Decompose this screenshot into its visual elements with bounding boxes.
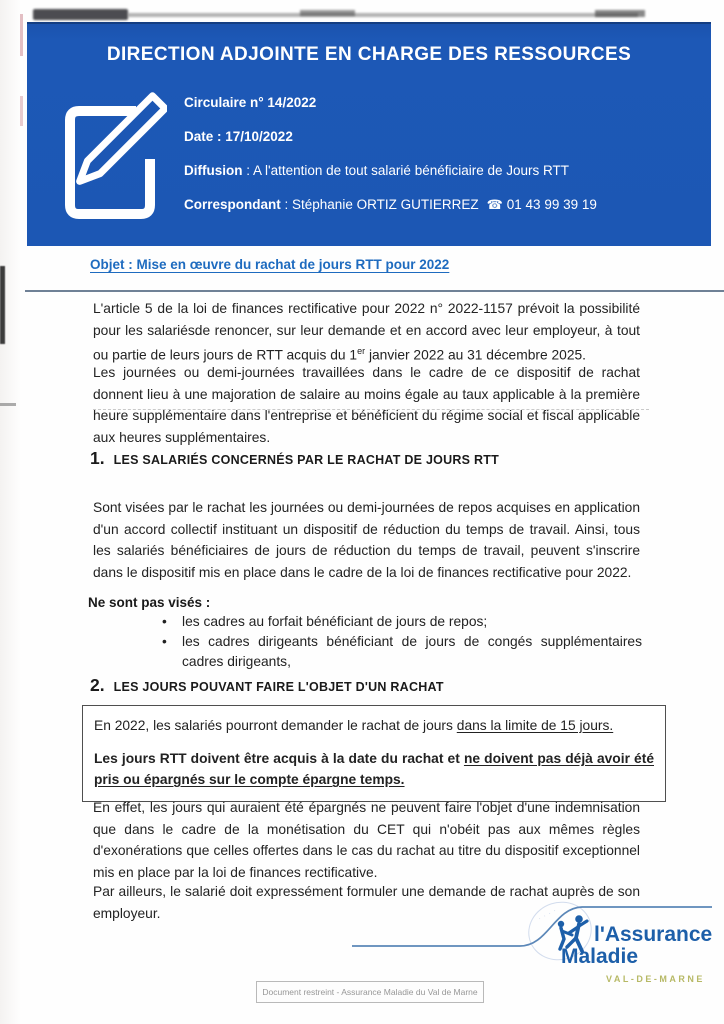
paragraph-cet: En effet, les jours qui auraient été épargnés ne peuvent faire l'objet d'une indemnisation que dans le cadre de la monétisation du CET qui n'obéit pas aux mêmes règles d'exonérations que celles offertes dans le cas du rachat au titre du dispositif exceptionnel mis en place par la loi de finances rectificative. (93, 800, 640, 880)
horizontal-rule (25, 290, 724, 292)
footer-restriction-box (256, 981, 484, 1003)
highlight-box (82, 705, 666, 802)
not-covered-label: Ne sont pas visés : (88, 595, 211, 610)
logo-brand-line1: l'Assurance (594, 923, 713, 946)
document-title: DIRECTION ADJOINTE EN CHARGE DES RESSOURCES (106, 44, 632, 65)
section-1-title: LES SALARIÉS CONCERNÉS PAR LE RACHAT DE JOURS RTT (113, 453, 500, 467)
paragraph-majoration: Les journées ou demi-journées travaillées dans le cadre de ce dispositif de rachat donnent lieu à une majoration de salaire au moins égale au taux applicable à la première heure supplémentaire dans l'entreprise et bénéficient du régime social et fiscal applicable aux heures supplémentaires. (93, 365, 640, 445)
correspondent-line (184, 196, 597, 214)
not-covered-list (162, 612, 642, 672)
limit-sentence: En 2022, les salariés pourront demander le rachat de jours dans la limite de 15 jours. (94, 718, 614, 733)
scan-stamp-text: · · · · (537, 907, 559, 923)
correspondent-name: : Stéphanie ORTIZ GUTIERREZ (280, 197, 479, 212)
paragraph-article5: L'article 5 de la loi de finances rectificative pour 2022 n° 2022-1157 prévoit la possibilité pour les salariésde renoncer, sur leur demande et en accord avec leur employeur, à tout ou partie de leurs jours de RTT acquis du 1er janvier 2022 au 31 décembre 2025. (93, 301, 640, 363)
list-item: • les cadres dirigeants bénéficiant de jours de congés supplémentaires cadres dirigeants, (162, 632, 642, 672)
section-2-number: 2. (90, 675, 105, 695)
logo-brand-line2: Maladie (561, 945, 639, 968)
circular-date: Date : 17/10/2022 (184, 129, 293, 144)
scan-artifact (595, 10, 645, 17)
acquired-days-underlined: ne doivent pas déjà avoir été pris ou épargnés sur le compte épargne temps. (94, 751, 654, 787)
scan-artifact (33, 9, 128, 20)
limit-underlined: dans la limite de 15 jours. (456, 718, 614, 733)
subject-line: Objet : Mise en œuvre du rachat de jours RTT pour 2022 (90, 257, 450, 272)
diffusion-value: : A l'attention de tout salarié bénéficiaire de Jours RTT (242, 163, 570, 178)
circular-number-line (184, 94, 597, 112)
diffusion-line (184, 162, 597, 180)
section-1-number: 1. (90, 448, 105, 468)
section-1-paragraph: Sont visées par le rachat les journées ou demi-journées de repos acquises en application d'un accord collectif instituant un dispositif de réduction du temps de travail. Ainsi, tous les salariés bénéficiaires de jours de réduction du temps de travail, peuvent s'inscrire dans le dispositif mis en place dans le cadre de la loi de finances rectificative pour 2022. (93, 500, 640, 580)
edit-note-icon (55, 90, 167, 237)
scan-artifact (20, 14, 23, 56)
scan-artifact (128, 13, 638, 17)
section-2-heading (90, 675, 444, 696)
diffusion-label: Diffusion (184, 163, 243, 178)
superscript-er: er (357, 346, 366, 356)
scan-edge-shade (0, 0, 22, 1024)
footer-restriction-text: Document restreint - Assurance Maladie du Val de Marne (262, 987, 478, 997)
circular-number: Circulaire n° 14/2022 (184, 95, 317, 110)
paragraph-demande: Par ailleurs, le salarié doit expressément formuler une demande de rachat auprès de son employeur. (93, 884, 640, 921)
header-banner (27, 22, 711, 246)
scan-artifact (300, 10, 355, 16)
section-1-heading (90, 448, 499, 469)
circular-info (184, 94, 597, 230)
scan-artifact (20, 96, 23, 126)
section-2-title: LES JOURS POUVANT FAIRE L'OBJET D'UN RACHAT (113, 680, 444, 694)
phone-icon: ☎ (486, 197, 503, 212)
scan-artifact (0, 403, 16, 406)
circular-date-line (184, 128, 597, 146)
acquired-days-sentence: Les jours RTT doivent être acquis à la date du rachat et ne doivent pas déjà avoir été pris ou épargnés sur le compte épargne temps. (94, 751, 654, 787)
correspondent-label: Correspondant (184, 197, 281, 212)
correspondent-phone: 01 43 99 39 19 (506, 197, 597, 212)
scan-artifact (0, 266, 5, 344)
logo-region: VAL-DE-MARNE (606, 974, 705, 984)
list-item: • les cadres au forfait bénéficiant de jours de repos; (162, 612, 642, 632)
